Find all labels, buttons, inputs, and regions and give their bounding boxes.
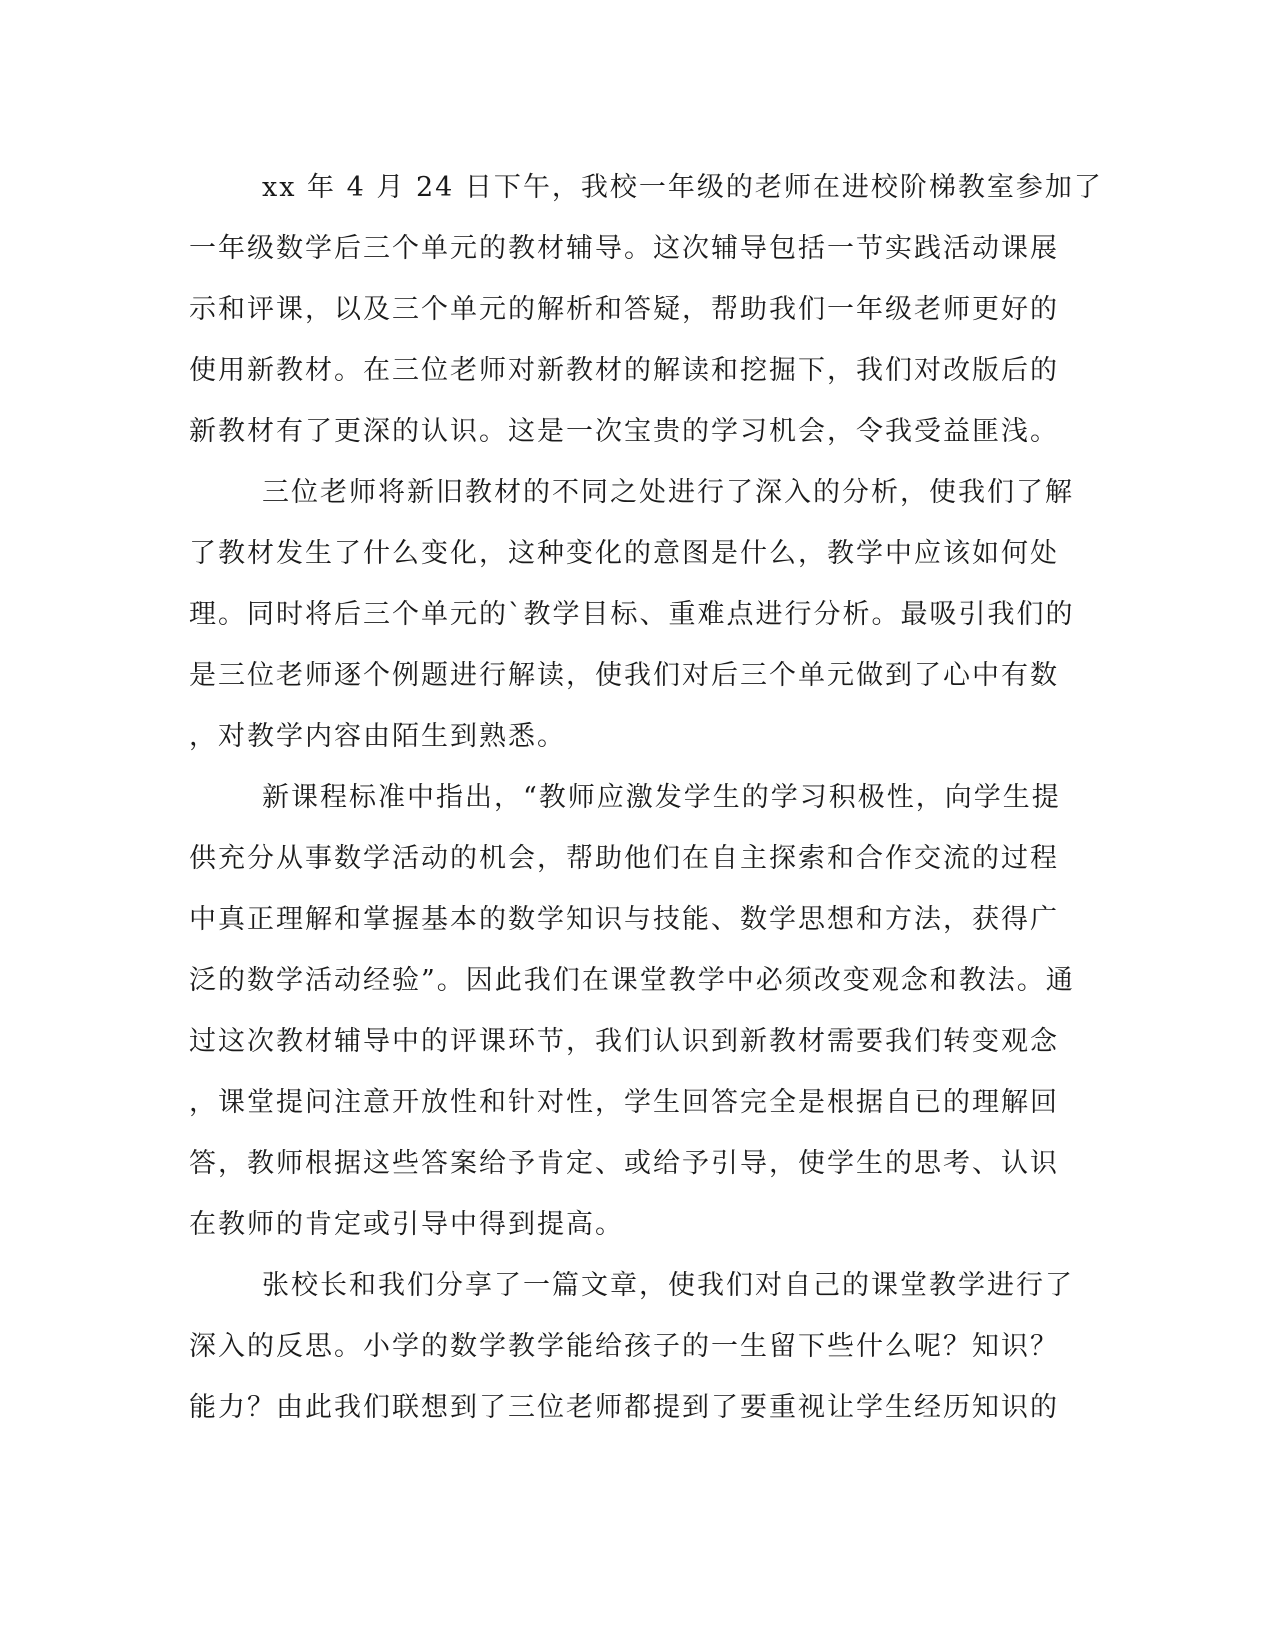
text-line: 三位老师将新旧教材的不同之处进行了深入的分析，使我们了解	[262, 477, 1074, 508]
text-line: xx 年 4 月 24 日下午，我校一年级的老师在进校阶梯教室参加了	[262, 172, 1103, 203]
text-line: ，对教学内容由陌生到熟悉。	[189, 721, 566, 752]
text-line: 在教师的肯定或引导中得到提高。	[189, 1209, 624, 1240]
text-line: 张校长和我们分享了一篇文章，使我们对自己的课堂教学进行了	[262, 1270, 1074, 1301]
text-line: 新课程标准中指出，“教师应激发学生的学习积极性，向学生提	[262, 782, 1061, 813]
text-line: 深入的反思。小学的数学教学能给孩子的一生留下些什么呢？知识？	[189, 1331, 1059, 1362]
text-line: 过这次教材辅导中的评课环节，我们认识到新教材需要我们转变观念	[189, 1026, 1059, 1057]
text-line: 使用新教材。在三位老师对新教材的解读和挖掘下，我们对改版后的	[189, 355, 1059, 386]
text-line: 泛的数学活动经验”。因此我们在课堂教学中必须改变观念和教法。通	[189, 965, 1075, 996]
text-line: 是三位老师逐个例题进行解读，使我们对后三个单元做到了心中有数	[189, 660, 1059, 691]
paragraph-4	[189, 1255, 1079, 1438]
text-line: 一年级数学后三个单元的教材辅导。这次辅导包括一节实践活动课展	[189, 233, 1059, 264]
text-line: 新教材有了更深的认识。这是一次宝贵的学习机会，令我受益匪浅。	[189, 416, 1059, 447]
paragraph-2	[189, 462, 1079, 767]
text-line: 示和评课，以及三个单元的解析和答疑，帮助我们一年级老师更好的	[189, 294, 1059, 325]
text-line: 能力？由此我们联想到了三位老师都提到了要重视让学生经历知识的	[189, 1392, 1059, 1423]
document-body	[189, 157, 1103, 1438]
paragraph-1	[189, 157, 1103, 462]
text-line: 了教材发生了什么变化，这种变化的意图是什么，教学中应该如何处	[189, 538, 1059, 569]
text-line: ，课堂提问注意开放性和针对性，学生回答完全是根据自已的理解回	[189, 1087, 1059, 1118]
text-line: 答，教师根据这些答案给予肯定、或给予引导，使学生的思考、认识	[189, 1148, 1059, 1179]
text-line: 理。同时将后三个单元的`教学目标、重难点进行分析。最吸引我们的	[189, 599, 1075, 630]
text-line: 中真正理解和掌握基本的数学知识与技能、数学思想和方法，获得广	[189, 904, 1059, 935]
text-line: 供充分从事数学活动的机会，帮助他们在自主探索和合作交流的过程	[189, 843, 1059, 874]
paragraph-3	[189, 767, 1079, 1255]
